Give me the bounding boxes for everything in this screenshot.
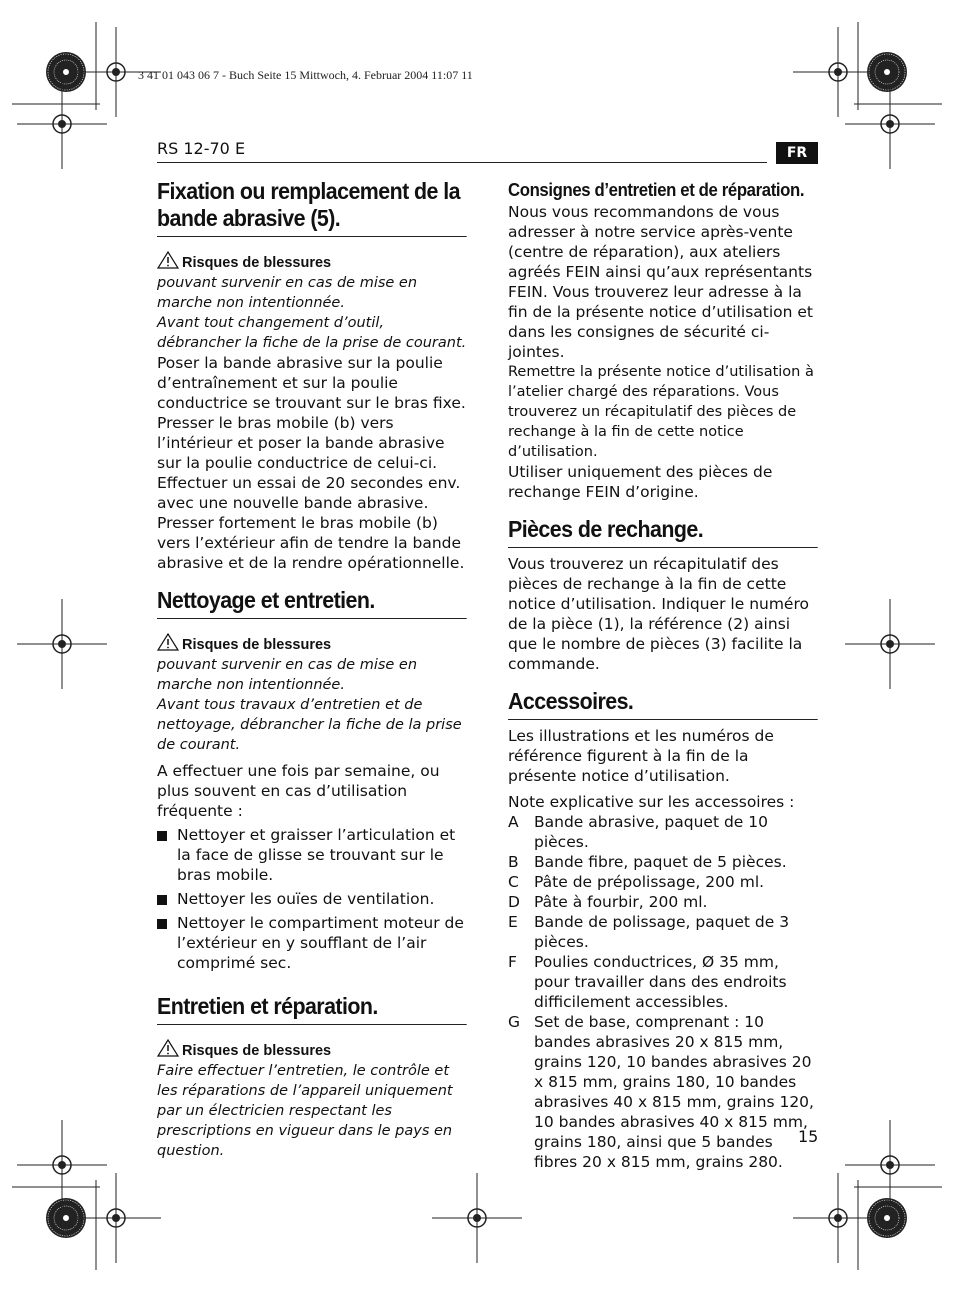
section-title-fixation: Fixation ou remplacement de la bande abrasive (5). [157, 178, 467, 237]
item-key: F [508, 953, 517, 971]
section-title-pieces: Pièces de rechange. [508, 516, 818, 548]
warning-heading [157, 1039, 467, 1061]
warning-text: pouvant survenir en cas de mise en marche non intentionnée. [157, 275, 418, 311]
list-item [508, 872, 818, 892]
print-header: 3 41 01 043 06 7 - Buch Seite 15 Mittwoch, 4. Februar 2004 11:07 11 [138, 68, 473, 82]
paragraph: A effectuer une fois par semaine, ou plus souvent en cas d’utilisation fréquente : [157, 762, 440, 820]
list-item: Nettoyer et graisser l’articulation et la face de glisse se trouvant sur le bras mobile. [157, 825, 467, 885]
paragraph: Poser la bande abrasive sur la poulie d’entraînement et sur la poulie conductrice se trouvant sur le bras fixe. Presser le bras mobile (b) vers l’intérieur et poser la bande abrasive sur la poulie conductrice de celui-ci. [157, 354, 466, 472]
item-key: C [508, 873, 519, 891]
list-item: Nettoyer les ouïes de ventilation. [157, 889, 467, 909]
list-item [508, 812, 818, 852]
warning-triangle-icon [157, 1039, 179, 1057]
bullet-list [157, 825, 467, 973]
item-key: E [508, 913, 518, 931]
warning-heading [157, 633, 467, 655]
paragraph: Vous trouverez un récapitulatif des pièces de rechange à la fin de cette notice d’utilisation. Indiquer le numéro de la pièce (1), la référence (2) ainsi que le nombre de pièces (3) facilite la commande. [508, 555, 809, 673]
item-key: G [508, 1013, 521, 1031]
section-title-nettoyage: Nettoyage et entretien. [157, 587, 467, 619]
item-key: D [508, 893, 520, 911]
paragraph: Les illustrations et les numéros de référence figurent à la fin de la présente notice d’utilisation. [508, 727, 774, 785]
left-column [157, 178, 467, 1161]
language-badge: FR [776, 142, 818, 164]
section-title-entretien: Entretien et réparation. [157, 993, 467, 1025]
item-text: Bande de polissage, paquet de 3 pièces. [534, 913, 790, 951]
warning-title: Risques de blessures [182, 637, 332, 653]
list-item [508, 952, 818, 1012]
item-text: Set de base, comprenant : 10 bandes abrasives 20 x 815 mm, grains 120, 10 bandes abrasives 20 x 815 mm, grains 180, 10 bandes abrasives 40 x 815 mm, grains 120, 10 bandes abrasives 40 x 815 mm, grains 180, ainsi que 5 bandes fibres 20 x 815 mm, grains 280. [534, 1013, 814, 1171]
paragraph: Nous vous recommandons de vous adresser à notre service après-vente (centre de réparation), aux ateliers agréés FEIN ainsi qu’aux représentants FEIN. Vous trouverez leur adresse à la fin de la présente notice d’utilisation et dans les consignes de sécurité ci-jointes. [508, 203, 813, 361]
warning-heading [157, 251, 467, 273]
list-item [508, 852, 818, 872]
item-text: Bande abrasive, paquet de 10 pièces. [534, 813, 768, 851]
item-text: Bande fibre, paquet de 5 pièces. [534, 853, 787, 871]
warning-text: Avant tous travaux d’entretien et de nettoyage, débrancher la fiche de la prise de courant. [157, 697, 462, 753]
item-key: B [508, 853, 519, 871]
list-item: Nettoyer le compartiment moteur de l’extérieur en y soufflant de l’air comprimé sec. [157, 913, 467, 973]
header-rule [157, 162, 767, 163]
model-name: RS 12-70 E [157, 139, 246, 158]
warning-text: Avant tout changement d’outil, débrancher la fiche de la prise de courant. [157, 315, 467, 351]
warning-title: Risques de blessures [182, 255, 332, 271]
paragraph: Effectuer un essai de 20 secondes env. avec une nouvelle bande abrasive. Presser fortement le bras mobile (b) vers l’extérieur afin de tendre la bande abrasive et de la rendre opérationnelle. [157, 474, 465, 572]
right-column [508, 178, 818, 1172]
section-title-accessoires: Accessoires. [508, 688, 818, 720]
accessory-list [508, 812, 818, 1172]
paragraph: Remettre la présente notice d’utilisation à l’atelier chargé des réparations. Vous trouverez un récapitulatif des pièces de rechange à la fin de cette notice d’utilisation. [508, 364, 814, 460]
page-number: 15 [798, 1127, 819, 1146]
list-item [508, 912, 818, 952]
warning-triangle-icon [157, 633, 179, 651]
warning-title: Risques de blessures [182, 1043, 332, 1059]
list-item [508, 1012, 818, 1172]
item-key: A [508, 813, 519, 831]
section-title-consignes: Consignes d’entretien et de réparation. [508, 180, 805, 200]
paragraph: Utiliser uniquement des pièces de rechange FEIN d’origine. [508, 463, 773, 501]
paragraph: Note explicative sur les accessoires : [508, 793, 795, 811]
item-text: Poulies conductrices, Ø 35 mm, pour travailler dans des endroits difficilement accessibles. [534, 953, 787, 1011]
item-text: Pâte de prépolissage, 200 ml. [534, 873, 765, 891]
list-item [508, 892, 818, 912]
warning-triangle-icon [157, 251, 179, 269]
warning-text: pouvant survenir en cas de mise en marche non intentionnée. [157, 657, 418, 693]
warning-text: Faire effectuer l’entretien, le contrôle et les réparations de l’appareil uniquement par un électricien respectant les prescriptions en vigueur dans le pays en question. [157, 1063, 453, 1159]
item-text: Pâte à fourbir, 200 ml. [534, 893, 708, 911]
